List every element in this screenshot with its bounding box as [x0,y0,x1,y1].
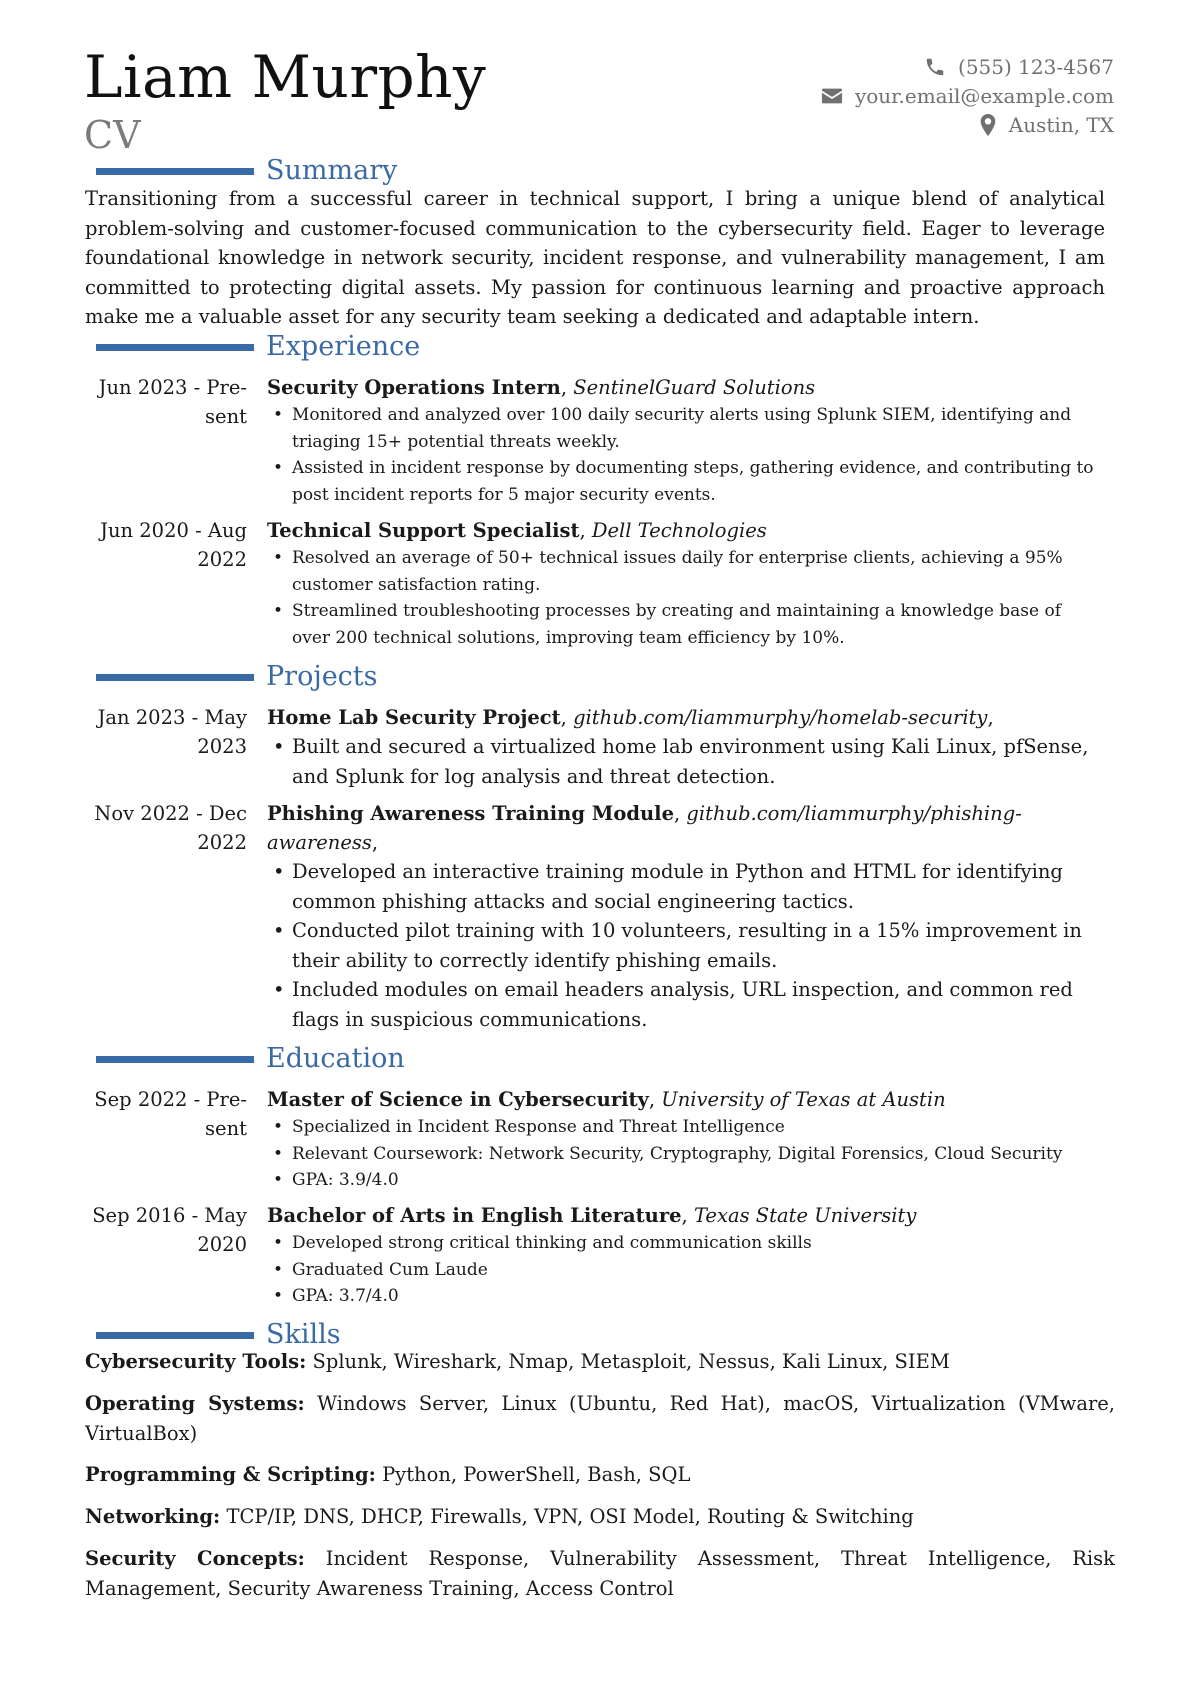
map-pin-icon [979,114,997,136]
project-title: Home Lab Security Project [267,706,561,729]
list-item: • GPA: 3.7/4.0 [267,1283,1097,1310]
entry-content [267,373,1097,508]
section-projects-heading [96,660,1096,696]
degree-title: Master of Science in Cybersecurity [267,1088,649,1111]
date-line: Sep 2016 - May [92,1204,247,1227]
bullet-list [267,402,1097,508]
list-item: • Included modules on email headers analysis, URL inspection, and common red flags in suspicious communications. [267,975,1097,1034]
company-name: Dell Technologies [591,519,767,542]
bullet-list [267,545,1097,651]
list-item: • Specialized in Incident Response and Threat Intelligence [267,1114,1097,1141]
date-line: Jan 2023 - May [97,706,247,729]
skill-row [85,1460,1115,1490]
document-subtitle: CV [84,113,141,157]
list-item: • Developed strong critical thinking and communication skills [267,1230,1097,1257]
date-line: 2020 [197,1233,247,1256]
section-title: Summary [266,155,398,186]
company-name: SentinelGuard Solutions [573,376,816,399]
section-title: Experience [266,331,421,362]
list-item: • Resolved an average of 50+ technical issues daily for enterprise clients, achieving a 95% customer satisfaction rating. [267,545,1097,598]
entry-heading: Phishing Awareness Training Module, github.com/liammurphy/phishing-awareness, [267,802,1022,854]
skill-label: Security Concepts: [85,1547,305,1570]
section-title: Projects [266,661,378,692]
entry-heading: Technical Support Specialist, Dell Technologies [267,519,767,542]
skill-row [85,1389,1115,1448]
list-item: • Relevant Coursework: Network Security, Cryptography, Digital Forensics, Cloud Security [267,1141,1097,1168]
list-item: • Developed an interactive training module in Python and HTML for identifying common phishing attacks and social engineering tactics. [267,857,1097,916]
project-link[interactable]: github.com/liammurphy/homelab-security [573,706,988,729]
contact-location [821,110,1114,139]
degree-title: Bachelor of Arts in English Literature [267,1204,682,1227]
list-item: • Graduated Cum Laude [267,1257,1097,1284]
bullet-list [267,732,1097,791]
section-bar [96,344,254,351]
date-line: Jun 2020 - Aug [100,519,247,542]
candidate-name: Liam Murphy [84,43,487,111]
skill-label: Networking: [85,1505,221,1528]
entry-heading: Home Lab Security Project, github.com/liammurphy/homelab-security, [267,706,994,729]
envelope-icon [821,87,843,105]
skill-row [85,1347,1115,1377]
project-link[interactable]: github.com/liammurphy/phishing-awareness [267,802,1022,854]
section-bar [96,168,254,175]
list-item: • Conducted pilot training with 10 volunteers, resulting in a 15% improvement in their ability to correctly identify phishing emails. [267,916,1097,975]
list-item: • Assisted in incident response by documenting steps, gathering evidence, and contributing to post incident reports for 5 major security events. [267,455,1097,508]
section-bar [96,674,254,681]
skill-value: Python, PowerShell, Bash, SQL [382,1463,691,1486]
date-line: 2023 [197,735,247,758]
skill-value: TCP/IP, DNS, DHCP, Firewalls, VPN, OSI Model, Routing & Switching [226,1505,914,1528]
date-line: 2022 [197,831,247,854]
job-title: Technical Support Specialist [267,519,580,542]
section-title: Education [266,1043,405,1074]
contact-phone [821,52,1114,81]
skill-label: Cybersecurity Tools: [85,1350,307,1373]
entry-date [85,799,247,857]
phone-icon [924,56,946,78]
entry-date [85,1085,247,1143]
entry-heading: Master of Science in Cybersecurity, University of Texas at Austin [267,1088,946,1111]
contact-email[interactable] [821,81,1114,110]
entry-content [267,799,1097,1034]
job-title: Security Operations Intern [267,376,561,399]
skill-value: Incident Response, Vulnerability Assessment, Threat Intelligence, Risk Management, Security Awareness Training, Access Control [85,1547,1115,1600]
entry-content [267,516,1097,651]
section-bar [96,1332,254,1339]
list-item: • GPA: 3.9/4.0 [267,1167,1097,1194]
section-experience-heading [96,330,1096,366]
skill-row [85,1544,1115,1603]
skill-label: Programming & Scripting: [85,1463,376,1486]
contact-block [821,52,1114,139]
date-line: sent [205,1117,247,1140]
date-line: 2022 [197,548,247,571]
entry-content [267,1085,1097,1194]
skill-value: Windows Server, Linux (Ubuntu, Red Hat), macOS, Virtualization (VMware, VirtualBox) [85,1392,1115,1445]
section-education-heading [96,1042,1096,1078]
bullet-list [267,1230,1097,1310]
summary-text: Transitioning from a successful career in technical support, I bring a unique blend of analytical problem-solving and customer-focused communication to the cybersecurity field. Eager to leverage foundational knowledge in network security, incident response, and vulnerability management, I am committed to protecting digital assets. My passion for continuous learning and proactive approach make me a valuable asset for any security team seeking a dedicated and adaptable intern. [85,187,1105,328]
skill-row [85,1502,1115,1532]
email-text: your.email@example.com [854,83,1114,108]
list-item: • Built and secured a virtualized home lab environment using Kali Linux, pfSense, and Splunk for log analysis and threat detection. [267,732,1097,791]
bullet-list [267,857,1097,1034]
section-title: Skills [266,1319,341,1350]
entry-date [85,516,247,574]
entry-content [267,703,1097,791]
date-line: Nov 2022 - Dec [94,802,247,825]
list-item: • Monitored and analyzed over 100 daily security alerts using Splunk SIEM, identifying and triaging 15+ potential threats weekly. [267,402,1097,455]
entry-heading: Security Operations Intern, SentinelGuard Solutions [267,376,816,399]
skill-value: Splunk, Wireshark, Nmap, Metasploit, Nessus, Kali Linux, SIEM [312,1350,950,1373]
school-name: Texas State University [693,1204,917,1227]
date-line: sent [205,405,247,428]
project-title: Phishing Awareness Training Module [267,802,674,825]
entry-date [85,373,247,431]
bullet-list [267,1114,1097,1194]
date-line: Sep 2022 - Pre- [94,1088,247,1111]
phone-text: (555) 123-4567 [958,54,1114,79]
entry-heading: Bachelor of Arts in English Literature, Texas State University [267,1204,917,1227]
section-bar [96,1056,254,1063]
school-name: University of Texas at Austin [661,1088,946,1111]
date-line: Jun 2023 - Pre- [98,376,247,399]
entry-content [267,1201,1097,1310]
entry-date [85,703,247,761]
entry-date [85,1201,247,1259]
skill-label: Operating Systems: [85,1392,305,1415]
location-text: Austin, TX [1008,112,1114,137]
list-item: • Streamlined troubleshooting processes by creating and maintaining a knowledge base of over 200 technical solutions, improving team efficiency by 10%. [267,598,1097,651]
